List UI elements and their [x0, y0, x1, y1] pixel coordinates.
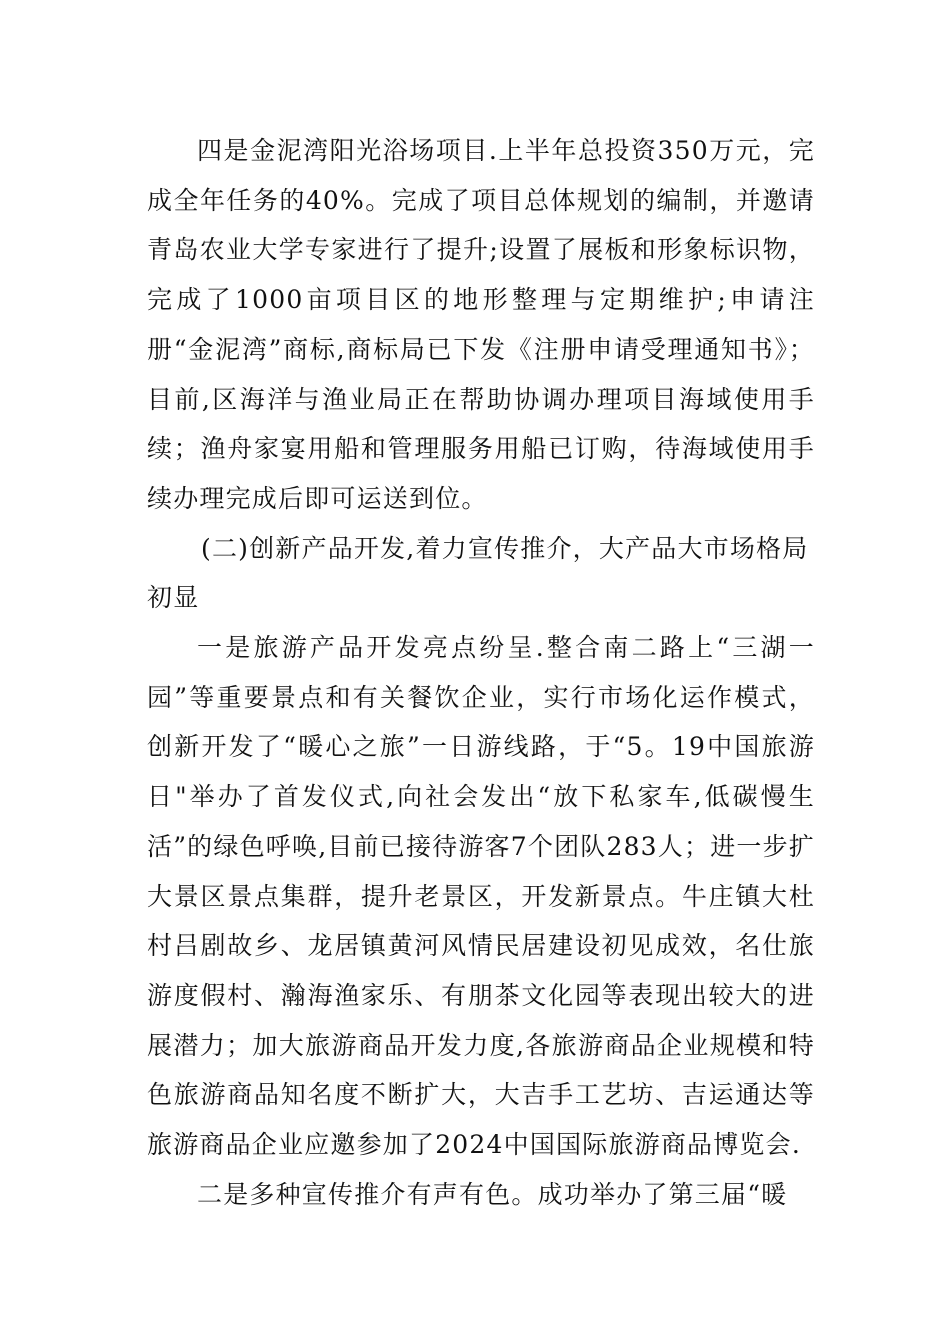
paragraph-tourism-products: 一是旅游产品开发亮点纷呈.整合南二路上“三湖一园”等重要景点和有关餐饮企业，实行市场化运作模式，创新开发了“暖心之旅”一日游线路，于“5。19中国旅游日"举办了首发仪式,向社会发出“放下私家车,低碳慢生活”的绿色呼唤,目前已接待游客7个团队283人；进一步扩大景区景点集群，提升老景区，开发新景点。牛庄镇大杜村吕剧故乡、龙居镇黄河风情民居建设初见成效，名仕旅游度假村、瀚海渔家乐、有朋茶文化园等表现出较大的进展潜力；加大旅游商品开发力度,各旅游商品企业规模和特色旅游商品知名度不断扩大，大吉手工艺坊、吉运通达等旅游商品企业应邀参加了2024中国国际旅游商品博览会. — [147, 633, 815, 1160]
document-body — [147, 126, 815, 1219]
paragraph-jinniwan-beach-project: 四是金泥湾阳光浴场项目.上半年总投资350万元，完成全年任务的40%。完成了项目总体规划的编制，并邀请青岛农业大学专家进行了提升;设置了展板和形象标识物，完成了1000亩项目区的地形整理与定期维护;申请注册“金泥湾”商标,商标局已下发《注册申请受理通知书》；目前,区海洋与渔业局正在帮助协调办理项目海域使用手续；渔舟家宴用船和管理服务用船已订购，待海域使用手续办理完成后即可运送到位。 — [147, 136, 815, 513]
section-heading-product-development: (二)创新产品开发,着力宣传推介，大产品大市场格局初显 — [147, 533, 809, 613]
paragraph-promotion: 二是多种宣传推介有声有色。成功举办了第三届“暖 — [197, 1179, 788, 1209]
